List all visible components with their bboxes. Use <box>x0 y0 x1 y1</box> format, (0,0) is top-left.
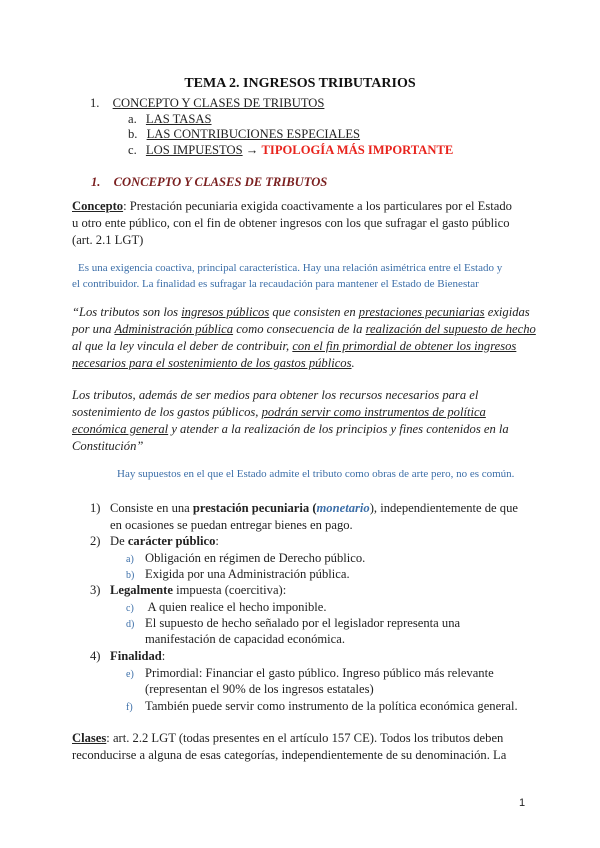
concepto-label: Concepto <box>72 199 124 213</box>
quote-text: al que la ley vincula el deber de contribuir, <box>72 339 293 353</box>
list-letter: f) <box>126 702 133 713</box>
list-item-3d <box>126 615 461 633</box>
quote-text: “Los tributos son los <box>72 305 182 319</box>
list-bold: Legalmente <box>110 583 173 597</box>
list-letter: a) <box>126 554 134 565</box>
list-text: También puede servir como instrumento de la política económica general. <box>145 699 518 713</box>
quote-underline: Administración pública <box>114 322 234 336</box>
list-num: 1) <box>90 501 101 515</box>
quote-underline: económica general <box>72 422 169 436</box>
list-text: Consiste en una <box>110 501 193 515</box>
list-text: A quien realice el hecho imponible. <box>145 600 327 614</box>
list-text: De <box>110 534 128 548</box>
toc-item-b <box>128 127 360 142</box>
list-letter: b) <box>126 570 135 581</box>
quote-line-2 <box>72 322 536 337</box>
toc-text: CONCEPTO Y CLASES DE TRIBUTOS <box>112 96 325 110</box>
section-number: 1. <box>91 175 101 189</box>
toc-highlight: TIPOLOGÍA MÁS IMPORTANTE <box>261 143 454 157</box>
quote-line-7 <box>72 422 509 437</box>
note-2: Hay supuestos en el que el Estado admite el tributo como obras de arte pero, no es común. <box>117 468 515 480</box>
list-text: : <box>215 534 219 548</box>
quote-underline: prestaciones pecuniarias <box>358 305 485 319</box>
concepto-line-3: (art. 2.1 LGT) <box>72 233 144 247</box>
list-item-4 <box>90 648 166 665</box>
list-item-2 <box>90 533 219 550</box>
toc-num: 1. <box>90 96 100 110</box>
list-num: 4) <box>90 649 101 663</box>
section-heading <box>91 175 327 190</box>
quote-line-1 <box>72 305 530 320</box>
quote-line-5: Los tributos, además de ser medios para obtener los recursos necesarios para el <box>72 388 479 402</box>
concepto-line-2: u otro ente público, con el fin de obtener ingresos con los que sufragar el gasto público <box>72 216 510 230</box>
concepto-line-1 <box>72 198 512 215</box>
list-bold: Finalidad <box>110 649 162 663</box>
list-text: : <box>161 649 166 663</box>
list-item-3d-cont: manifestación de capacidad económica. <box>145 632 345 646</box>
clases-line-2: reconducirse a alguna de esas categorías, independientemente de su denominación. La <box>72 748 507 762</box>
page-title: TEMA 2. INGRESOS TRIBUTARIOS <box>184 76 416 91</box>
list-num: 3) <box>90 583 101 597</box>
toc-text: LAS CONTRIBUCIONES ESPECIALES <box>146 127 361 141</box>
toc-num: a. <box>128 112 137 126</box>
toc-item-c <box>128 143 453 158</box>
list-letter: c) <box>126 603 134 614</box>
list-emphasis: monetario <box>316 501 370 515</box>
quote-text: sostenimiento de los gastos públicos, <box>72 405 262 419</box>
list-bold: prestación pecuniaria <box>192 501 310 515</box>
list-text: ), independientemente de que <box>369 501 518 515</box>
list-text: El supuesto de hecho señalado por el legislador representa una <box>145 616 461 630</box>
list-item-4f <box>126 698 518 716</box>
list-letter: d) <box>126 619 135 630</box>
list-bold: ( <box>309 501 317 515</box>
list-num: 2) <box>90 534 101 548</box>
quote-underline: podrán servir como instrumentos de política <box>261 405 486 419</box>
quote-line-6 <box>72 405 486 420</box>
list-item-4e <box>126 665 494 683</box>
clases-line-1 <box>72 730 503 747</box>
note-line-2: el contribuidor. La finalidad es sufragar la recaudación para mantener el Estado de Bienestar <box>72 278 479 290</box>
quote-underline: ingresos públicos <box>181 305 270 319</box>
toc-num: b. <box>128 127 138 141</box>
quote-text: y atender a la realización de los principios y fines contenidos en la <box>168 422 509 436</box>
toc-item-1 <box>90 96 324 111</box>
quote-text: . <box>351 356 355 370</box>
toc-num: c. <box>128 143 137 157</box>
toc-text: LOS IMPUESTOS <box>145 143 243 157</box>
list-text: Exigida por una Administración pública. <box>145 567 350 581</box>
list-text: Obligación en régimen de Derecho público. <box>145 551 366 565</box>
list-item-1-cont: en ocasiones se puedan entregar bienes en pago. <box>110 518 353 532</box>
list-item-1 <box>90 500 518 517</box>
arrow-icon: → <box>245 143 259 157</box>
quote-underline: realización del supuesto de hecho <box>365 322 536 336</box>
quote-text: como consecuencia de la <box>233 322 366 336</box>
list-letter: e) <box>126 669 134 680</box>
note-line-1: Es una exigencia coactiva, principal característica. Hay una relación asimétrica entre el Estado y <box>78 262 503 274</box>
quote-line-8: Constitución” <box>72 439 144 453</box>
section-title: CONCEPTO Y CLASES DE TRIBUTOS <box>113 175 328 189</box>
list-item-4e-cont: (representan el 90% de los ingresos estatales) <box>145 682 374 696</box>
concepto-text: : Prestación pecuniaria exigida coactivamente a los particulares por el Estado <box>123 199 512 213</box>
list-text: impuesta (coercitiva): <box>172 583 287 597</box>
page-number: 1 <box>519 797 526 809</box>
toc-item-a <box>128 112 212 127</box>
quote-text: que consisten en <box>269 305 359 319</box>
list-bold: carácter público <box>127 534 216 548</box>
quote-underline: necesarios para el sostenimiento de los gastos públicos <box>72 356 352 370</box>
quote-line-3 <box>72 339 516 354</box>
list-text: Primordial: Financiar el gasto público. Ingreso público más relevante <box>145 666 494 680</box>
clases-label: Clases <box>72 731 107 745</box>
quote-underline: con el fin primordial de obtener los ingresos <box>292 339 517 353</box>
list-item-3 <box>90 582 287 599</box>
clases-text: : art. 2.2 LGT (todas presentes en el artículo 157 CE). Todos los tributos deben <box>106 731 504 745</box>
toc-text: LAS TASAS <box>145 112 212 126</box>
quote-line-4 <box>72 356 355 371</box>
quote-text: exigidas <box>484 305 530 319</box>
quote-text: por una <box>72 322 115 336</box>
